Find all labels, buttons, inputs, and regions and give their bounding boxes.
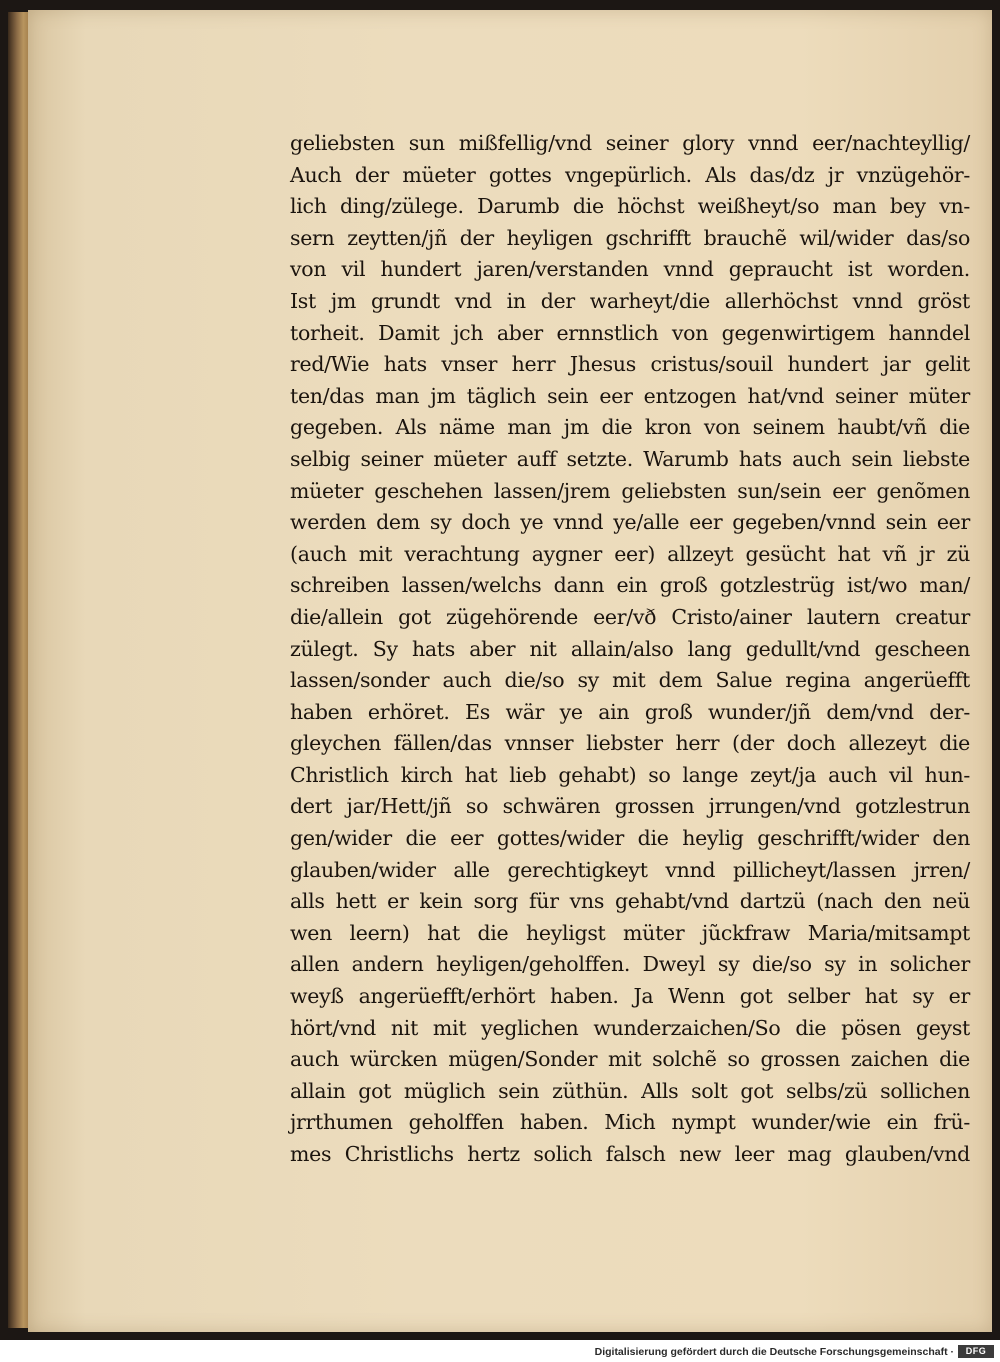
text-line: allen andern heyligen/geholffen. Dweyl sy die/so sy in solicher (290, 952, 970, 977)
text-line: selbig seiner müeter auff setzte. Warumb hats auch sein liebste (290, 446, 970, 471)
text-line: jrrthumen geholffen haben. Mich nympt wunder/wie ein frü- (290, 1110, 970, 1135)
text-line: wen leern) hat die heyligst müter jũckfraw Maria/mitsampt (290, 920, 970, 945)
dfg-logo: DFG (958, 1345, 994, 1358)
book-page (28, 10, 992, 1332)
text-line: alls hett er kein sorg für vns gehabt/vnd dartzü (nach den neü (290, 889, 970, 914)
text-line: zülegt. Sy hats aber nit allain/also lang gedullt/vnd gescheen (290, 636, 970, 661)
footer (0, 1344, 1000, 1362)
text-line: Christlich kirch hat lieb gehabt) so lange zeyt/ja auch vil hun- (290, 762, 970, 787)
text-line: haben erhöret. Es wär ye ain groß wunder/jñ dem/vnd der- (290, 699, 970, 724)
text-line: gegeben. Als näme man jm die kron von seinem haubt/vñ die (290, 415, 970, 440)
text-line: müeter geschehen lassen/jrem geliebsten sun/sein eer genõmen (290, 478, 970, 503)
text-line: von vil hundert jaren/verstanden vnnd gepraucht ist worden. (290, 257, 970, 282)
text-line: dert jar/Hett/jñ so schwären grossen jrrungen/vnd gotzlestrun (290, 794, 970, 819)
text-line: Ist jm grundt vnd in der warheyt/die allerhöchst vnnd gröst (290, 288, 970, 313)
text-line: hört/vnd nit mit yeglichen wunderzaichen/So die pösen geyst (290, 1015, 970, 1040)
text-line: red/Wie hats vnser herr Jhesus cristus/souil hundert jar gelit (290, 352, 970, 377)
text-line: lich ding/zülege. Darumb die höchst weißheyt/so man bey vn- (290, 194, 970, 219)
text-line: werden dem sy doch ye vnnd ye/alle eer gegeben/vnnd sein eer (290, 510, 970, 535)
text-line: schreiben lassen/welchs dann ein groß gotzlestrüg ist/wo man/ (290, 573, 970, 598)
text-line: torheit. Damit jch aber ernnstlich von gegenwirtigem hanndel (290, 320, 970, 345)
text-line: sern zeytten/jñ der heyligen gschrifft brauchẽ wil/wider das/so (290, 225, 970, 250)
text-line: Auch der müeter gottes vngepürlich. Als das/dz jr vnzügehör- (290, 162, 970, 187)
text-line: mes Christlichs hertz solich falsch new leer mag glauben/vnd (290, 1142, 970, 1166)
text-line: (auch mit verachtung aygner eer) allzeyt gesücht hat vñ jr zü (290, 541, 970, 566)
text-line: allain got müglich sein züthün. Alls solt got selbs/zü sollichen (290, 1078, 970, 1103)
text-line: ten/das man jm täglich sein eer entzogen hat/vnd seiner müter (290, 383, 970, 408)
text-line: gen/wider die eer gottes/wider die heylig geschrifft/wider den (290, 826, 970, 851)
text-line: auch würcken mügen/Sonder mit solchẽ so grossen zaichen die (290, 1047, 970, 1072)
text-line: lassen/sonder auch die/so sy mit dem Salue regina angerüefft (290, 668, 970, 693)
text-line: glauben/wider alle gerechtigkeyt vnnd pillicheyt/lassen jrren/ (290, 857, 970, 882)
text-line: weyß angerüefft/erhört haben. Ja Wenn got selber hat sy er (290, 984, 970, 1009)
text-line: die/allein got zügehörende eer/vð Cristo/ainer lautern creatur (290, 604, 970, 629)
text-line: geliebsten sun mißfellig/vnd seiner glory vnnd eer/nachteyllig/ (290, 131, 970, 155)
funding-notice: Digitalisierung gefördert durch die Deutsche Forschungsgemeinschaft · (594, 1346, 954, 1358)
book-spine-edge (8, 12, 30, 1328)
text-line: gleychen fällen/das vnnser liebster herr (der doch allezeyt die (290, 731, 970, 756)
text-block (290, 128, 970, 1171)
